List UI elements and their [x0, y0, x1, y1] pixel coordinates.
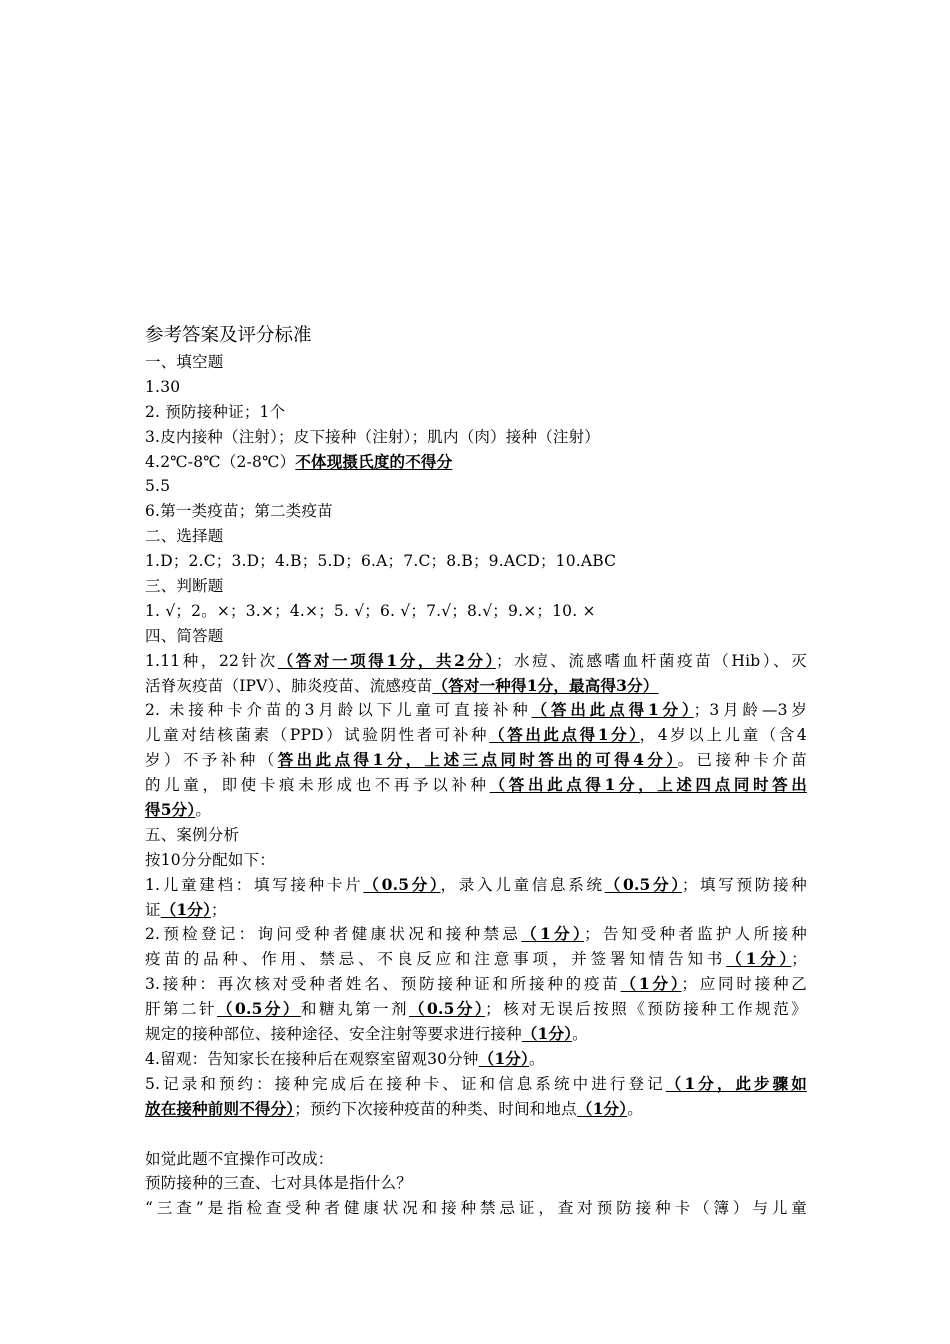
answer-line: 1. √；2。×；3.×；4.×；5. √；6. √；7.√；8.√；9.×；10. ×: [145, 601, 596, 620]
answer-text: 1.儿童建档：填写接种卡片: [145, 875, 364, 894]
answer-line: 6.第一类疫苗；第二类疫苗: [145, 502, 333, 521]
answer-text: 。: [572, 1025, 588, 1044]
answer-line: 1.D；2.C；3.D；4.B；5.D；6.A；7.C；8.B；9.ACD；10.ABC: [145, 552, 617, 571]
alt-note: 如觉此题不宜操作可改成：: [145, 1149, 334, 1168]
answer-text: 岁）不予补种（: [145, 751, 278, 770]
alt-answer: “三查”是指检查受种者健康状况和接种禁忌证，查对预防接种卡（簿）与儿童: [145, 1199, 807, 1218]
scoring-note: （答对一种得1分，最高得3分）: [432, 675, 659, 695]
answer-line: [145, 922, 807, 947]
answer-line: [145, 1022, 807, 1047]
answer-line: [145, 1097, 807, 1122]
answer-line: [145, 873, 807, 898]
scoring-note: （0.5分）: [604, 874, 682, 894]
answer-line: 5.5: [145, 477, 171, 496]
answer-text: 和糖丸第一剂: [300, 1000, 410, 1019]
scoring-note: 放在接种前则不得分）: [145, 1098, 295, 1118]
answer-line: [145, 947, 807, 972]
answer-text: 。已接种卡介苗: [677, 751, 807, 770]
scoring-note: （答对一项得1分，共2分）: [277, 650, 496, 670]
answer-text: 2.预检登记：询问受种者健康状况和接种禁忌: [145, 925, 522, 944]
answer-text: 的儿童，即使卡痕未形成也不再予以补种: [145, 776, 490, 795]
answer-line: [145, 723, 807, 748]
scoring-note: （0.5分）: [409, 999, 486, 1019]
answer-line: [145, 798, 807, 823]
section-heading-multiple-choice: 二、选择题: [145, 527, 224, 546]
answer-text: 肝第二针: [145, 1000, 218, 1019]
scoring-note: （1分，此步骤如: [665, 1073, 807, 1093]
answer-line: [145, 972, 807, 997]
answer-text: ，录入儿童信息系统: [440, 875, 605, 894]
answer-text: ；预约下次接种疫苗的种类、时间和地点: [294, 1099, 577, 1118]
scoring-note: （0.5分）: [217, 999, 301, 1019]
answer-line: [145, 674, 807, 699]
scoring-note: （1分）: [576, 1098, 628, 1118]
answer-text: 1.11种，22针次: [145, 651, 278, 670]
answer-text: ；告知受种者监护人所接种: [584, 925, 808, 944]
scoring-note: （1分）: [620, 974, 682, 994]
answer-text: 2. 未接种卡介苗的3月龄以下儿童可直接补种: [145, 701, 532, 720]
section-heading-true-false: 三、判断题: [145, 577, 224, 596]
answer-line: 3.皮内接种（注射）；皮下接种（注射）；肌内（肉）接种（注射）: [145, 427, 600, 446]
answer-text: ；: [211, 900, 227, 919]
answer-key: [145, 322, 807, 1221]
section-heading-short-answer: 四、简答题: [145, 626, 224, 645]
answer-line: 按10分分配如下：: [145, 850, 276, 869]
answer-text: 4.留观：告知家长在接种后在观察室留观30分钟: [145, 1049, 479, 1068]
answer-text: 规定的接种部位、接种途径、安全注射等要求进行接种: [145, 1025, 522, 1044]
answer-text: 。: [627, 1099, 643, 1118]
answer-line: [145, 450, 807, 475]
answer-line: [145, 1047, 807, 1072]
scoring-note: 得5分）: [145, 800, 196, 820]
answer-text: 4.2℃-8℃（2-8℃）: [145, 452, 296, 471]
scoring-note: 答出此点得1分，上述三点同时答出的可得4分）: [277, 750, 678, 770]
answer-text: 3.接种：再次核对受种者姓名、预防接种证和所接种的疫苗: [145, 975, 621, 994]
scoring-note: （1分）: [478, 1048, 529, 1068]
scoring-note: （1分）: [521, 924, 585, 944]
answer-text: ；3月龄—3岁: [693, 701, 808, 720]
answer-text: ；填写预防接种: [681, 875, 807, 894]
answer-text: 证: [145, 900, 161, 919]
answer-text: 疫苗的品种、作用、禁忌、不良反应和注意事项，并签署知情告知书: [145, 950, 727, 969]
answer-text: ，4岁以上儿童（含4: [639, 726, 807, 745]
answer-text: ；: [791, 950, 807, 969]
answer-line: [145, 898, 807, 923]
alt-question: 预防接种的三查、七对具体是指什么？: [145, 1174, 412, 1193]
scoring-note: （0.5分）: [363, 874, 441, 894]
scoring-note: （1分）: [726, 949, 792, 969]
answer-line: [145, 649, 807, 674]
answer-line: [145, 748, 807, 773]
answer-line: 2. 预防接种证；1个: [145, 402, 286, 421]
scoring-note: （1分）: [160, 899, 212, 919]
answer-text: ；应同时接种乙: [681, 975, 807, 994]
answer-text: 活脊灰疫苗（IPV）、肺炎疫苗、流感疫苗: [145, 676, 433, 695]
scoring-note: （1分）: [521, 1024, 573, 1044]
answer-text: 。: [528, 1049, 545, 1068]
answer-text: 儿童对结核菌素（PPD）试验阴性者可补种: [145, 726, 490, 745]
answer-line: 1.30: [145, 377, 181, 396]
scoring-note: （答出此点得1分）: [531, 700, 694, 720]
scoring-note: （答出此点得1分，上述四点同时答出: [489, 775, 807, 795]
answer-text: ；水痘、流感嗜血杆菌疫苗（Hib）、灭: [495, 651, 807, 670]
scoring-note: （答出此点得1分）: [489, 725, 640, 745]
document-title: 参考答案及评分标准: [145, 325, 312, 346]
answer-text: ；核对无误后按照《预防接种工作规范》: [485, 1000, 808, 1019]
answer-line: [145, 773, 807, 798]
answer-line: [145, 1072, 807, 1097]
section-heading-case-analysis: 五、案例分析: [145, 825, 240, 844]
answer-text: 5.记录和预约：接种完成后在接种卡、证和信息系统中进行登记: [145, 1074, 666, 1093]
answer-line: [145, 997, 807, 1022]
answer-line: [145, 698, 807, 723]
section-heading-fill-blank: 一、填空题: [145, 353, 224, 371]
scoring-note: 不体现摄氏度的不得分: [295, 451, 453, 471]
paragraph-spacer: [145, 1122, 807, 1147]
answer-text: 。: [195, 801, 212, 820]
